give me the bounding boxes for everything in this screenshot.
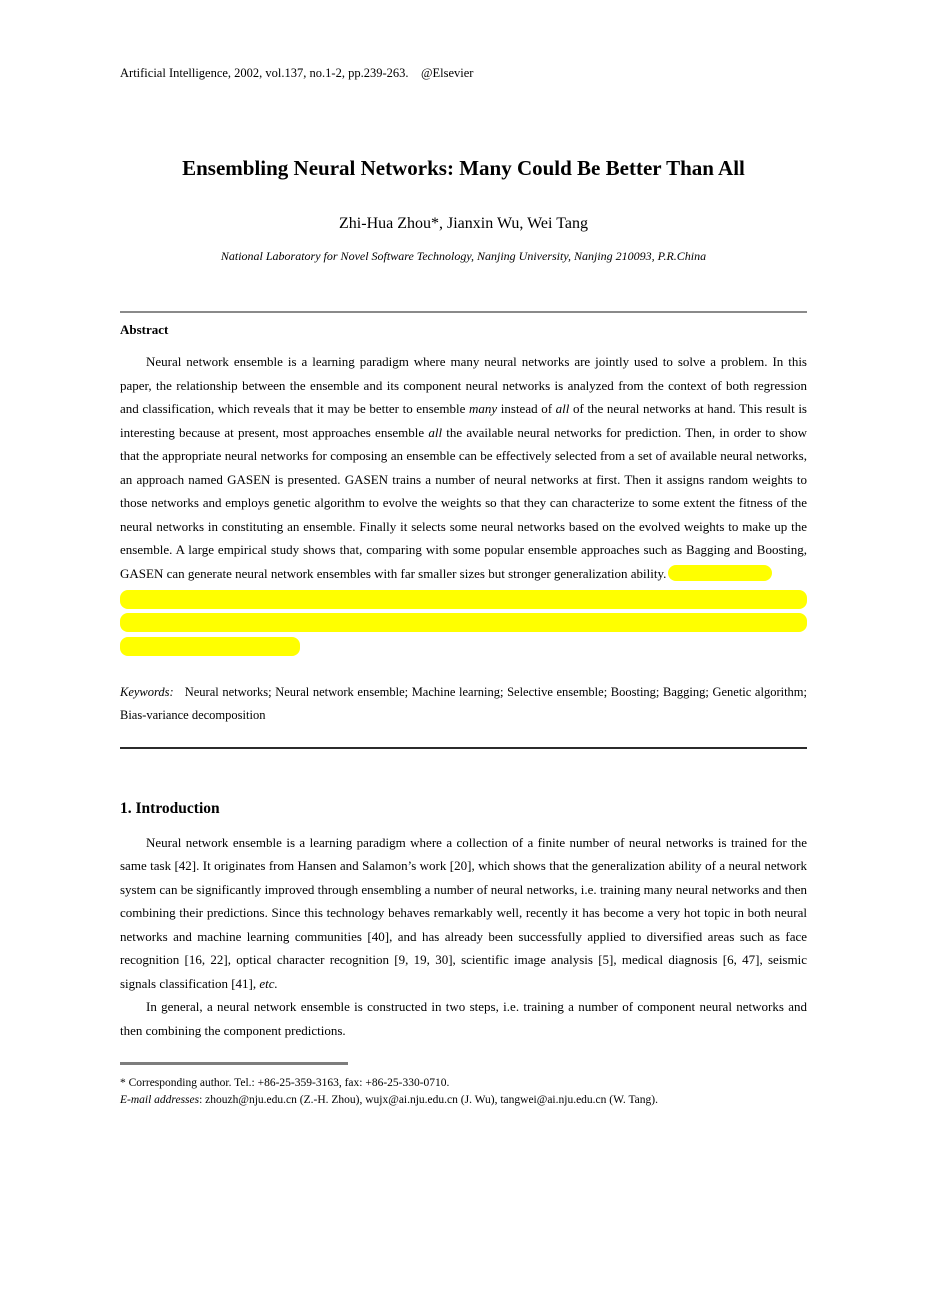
keywords-label: Keywords: — [120, 684, 174, 699]
introduction-paragraph-1: Neural network ensemble is a learning paradigm where a collection of a finite number of neural networks is trained for the same task [42]. It originates from Hansen and Salamon’s work [20], which shows that the generalization ability of a neural network system can be significantly improved through ensembling a number of neural networks, i.e. training many neural networks and then combining their predictions. Since this technology behaves remarkably well, recently it has become a very hot topic in both neural networks and machine learning communities [40], and has already been successfully applied to diversified areas such as face recognition [16, 22], optical character recognition [9, 19, 30], scientific image analysis [5], medical diagnosis [6, 47], seismic signals classification [41], etc. — [120, 834, 807, 991]
redacted-highlight-line — [120, 637, 300, 656]
redacted-highlight-inline — [668, 565, 772, 581]
footnote-email-addresses: E-mail addresses: zhouzh@nju.edu.cn (Z.-H. Zhou), wujx@ai.nju.edu.cn (J. Wu), tangwei@ai.nju.edu.cn (W. Tang). — [120, 1094, 658, 1106]
footnote-rule — [120, 1062, 348, 1065]
paper-title: Ensembling Neural Networks: Many Could Be Better Than All — [182, 156, 745, 180]
section-divider-rule — [120, 747, 807, 749]
footnote-corresponding-author: * Corresponding author. Tel.: +86-25-359-3163, fax: +86-25-330-0710. — [120, 1076, 450, 1089]
keywords-line — [120, 681, 807, 728]
journal-citation-line: Artificial Intelligence, 2002, vol.137, no.1-2, pp.239-263. @Elsevier — [120, 66, 474, 80]
affiliation-line: National Laboratory for Novel Software Technology, Nanjing University, Nanjing 210093, P.R.China — [220, 249, 707, 263]
abstract-heading: Abstract — [120, 322, 169, 337]
redacted-highlight-line — [120, 590, 807, 609]
redacted-highlight-line — [120, 613, 807, 632]
introduction-paragraph-2: In general, a neural network ensemble is constructed in two steps, i.e. training a number of component neural networks and then combining the component predictions. — [120, 999, 807, 1038]
paper-page — [0, 66, 925, 1309]
abstract-paragraph — [120, 350, 807, 585]
authors-line: Zhi-Hua Zhou*, Jianxin Wu, Wei Tang — [339, 215, 588, 232]
keywords-text: Neural networks; Neural network ensemble; Machine learning; Selective ensemble; Boosting; Bagging; Genetic algorithm; Bias-variance decomposition — [120, 684, 807, 722]
abstract-top-rule — [120, 311, 807, 313]
section-heading-introduction: 1. Introduction — [120, 799, 220, 817]
abstract-text: Neural network ensemble is a learning paradigm where many neural networks are jointly used to solve a problem. In this paper, the relationship between the ensemble and its component neural networks is analyzed from the context of both regression and classification, which reveals that it may be better to ensemble many instead of all of the neural networks at hand. This result is interesting because at present, most approaches ensemble all the available neural networks for prediction. Then, in order to show that the appropriate neural networks for composing an ensemble can be effectively selected from a set of available neural networks, an approach named GASEN is presented. GASEN trains a number of neural networks at first. Then it assigns random weights to those networks and employs genetic algorithm to evolve the weights so that they can characterize to some extent the fitness of the neural networks in constituting an ensemble. Finally it selects some neural networks based on the evolved weights to make up the ensemble. A large empirical study shows that, comparing with some popular ensemble approaches such as Bagging and Boosting, GASEN can generate neural network ensembles with far smaller sizes but stronger generalization ability. — [120, 354, 808, 581]
